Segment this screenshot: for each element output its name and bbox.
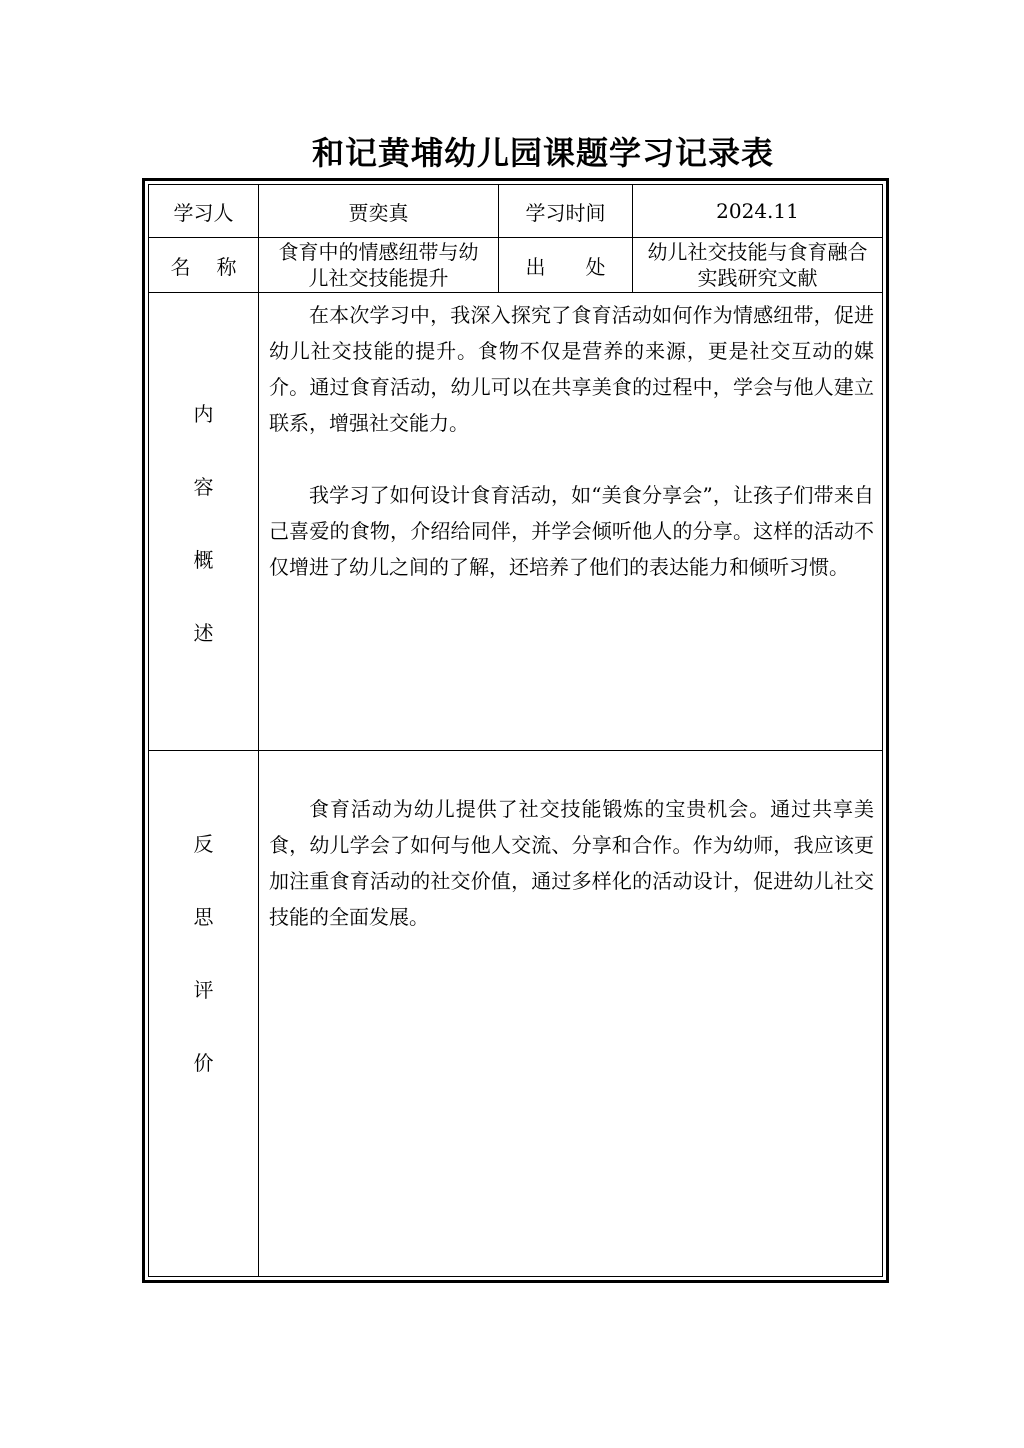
topic-name-line-1: 食育中的情感纽带与幼 — [278, 240, 479, 264]
record-form-frame — [142, 178, 889, 1283]
reflection-label — [149, 828, 258, 1076]
record-table — [148, 184, 883, 1277]
summary-label — [149, 398, 258, 646]
reflection-label-char: 反 — [193, 831, 214, 856]
reflection-row — [149, 751, 883, 1277]
reflection-label-char: 价 — [193, 1050, 214, 1075]
source-label-char-1: 出 — [525, 254, 546, 279]
summary-row — [149, 293, 883, 751]
source-line-2: 实践研究文献 — [697, 266, 818, 290]
reflection-label-cell — [149, 751, 259, 1277]
reflection-paragraph-1: 食育活动为幼儿提供了社交技能锻炼的宝贵机会。通过共享美食，幼儿学会了如何与他人交流、分享和合作。作为幼师，我应该更加注重食育活动的社交价值，通过多样化的活动设计，促进幼儿社交技能的全面发展。 — [269, 797, 874, 929]
topic-name-line-2: 儿社交技能提升 — [308, 266, 449, 290]
source-line-1: 幼儿社交技能与食育融合 — [647, 240, 868, 264]
page-title: 和记黄埔幼儿园课题学习记录表 — [311, 134, 774, 172]
summary-label-char: 内 — [193, 401, 214, 426]
source-label — [499, 238, 633, 293]
source-label-char-2: 处 — [585, 254, 606, 279]
study-time-label: 学习时间 — [499, 185, 633, 238]
summary-label-char: 述 — [193, 620, 214, 645]
study-time-value: 2024.11 — [633, 185, 883, 238]
learner-label: 学习人 — [149, 185, 259, 238]
summary-paragraph-2: 我学习了如何设计食育活动，如“美食分享会”，让孩子们带来自己喜爱的食物，介绍给同伴，并学会倾听他人的分享。这样的活动不仅增进了幼儿之间的了解，还培养了他们的表达能力和倾听习惯。 — [269, 483, 874, 579]
learner-value: 贾奕真 — [259, 185, 499, 238]
reflection-content — [259, 751, 883, 1277]
source-value — [633, 238, 883, 293]
header-row — [149, 185, 883, 238]
summary-paragraph-1: 在本次学习中，我深入探究了食育活动如何作为情感纽带，促进幼儿社交技能的提升。食物不仅是营养的来源，更是社交互动的媒介。通过食育活动，幼儿可以在共享美食的过程中，学会与他人建立联系，增强社交能力。 — [269, 303, 874, 435]
summary-label-char: 容 — [193, 474, 214, 499]
name-label-char-1: 名 — [170, 254, 191, 279]
reflection-label-char: 评 — [193, 977, 214, 1002]
summary-label-char: 概 — [193, 547, 214, 572]
name-label-char-2: 称 — [216, 254, 237, 279]
topic-name-value — [259, 238, 499, 293]
name-label — [149, 238, 259, 293]
name-row — [149, 238, 883, 293]
summary-content — [259, 293, 883, 751]
summary-label-cell — [149, 293, 259, 751]
reflection-label-char: 思 — [193, 904, 214, 929]
